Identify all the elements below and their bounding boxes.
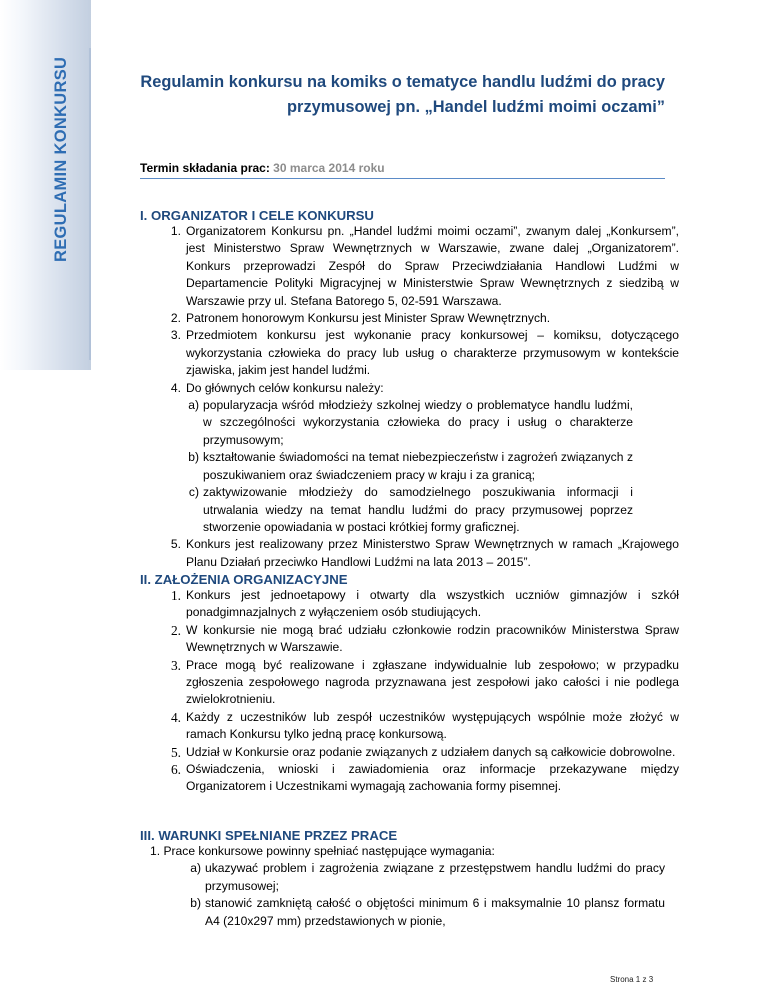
sub-item-text: popularyzacja wśród młodzieży szkolnej wiedzy o problematyce handlu ludźmi, w szczególności wykorzystania człowieka do pracy i usług o charakterze przymusowym; xyxy=(203,398,633,447)
item-text: W konkursie nie mogą brać udziału członkowie rodzin pracowników Ministerstwa Spraw Wewnętrznych w Warszawie. xyxy=(186,622,679,655)
sub-item xyxy=(185,397,633,449)
list-item xyxy=(162,709,679,744)
item-text: Organizatorem Konkursu pn. „Handel ludźmi moimi oczami”, zwanym dalej „Konkursem”, jest Ministerstwo Spraw Wewnętrznych w Warszawie, zwane dalej „Organizatorem”. Konkurs przeprowadzi Zespół do Spraw Przeciwdziałania Handlowi Ludźmi w Departamencie Polityki Migracyjnej w Ministerstwie Spraw Wewnętrznych z siedzibą w Warszawie przy ul. Stefana Batorego 5, 02-591 Warszawa. xyxy=(186,224,679,308)
item-text: Oświadczenia, wnioski i zawiadomienia oraz informacje przekazywane między Organizatorem i Uczestnikami wymagają zachowania formy pisemnej. xyxy=(186,762,679,794)
list-item: 1. Prace konkursowe powinny spełniać następujące wymagania: xyxy=(150,844,495,858)
list-item xyxy=(162,536,679,571)
item-text: Każdy z uczestników lub zespół uczestników występujących wspólnie może złożyć w ramach Konkursu tylko jedną pracę konkursową. xyxy=(186,709,679,742)
list-item xyxy=(162,310,679,327)
sidebar-vertical-label: REGULAMIN KONKURSU xyxy=(52,56,70,262)
sub-item-text: ukazywać problem i zagrożenia związane z przestępstwem handlu ludźmi do pracy przymusowej; xyxy=(205,861,665,893)
sub-item-text: zaktywizowanie młodzieży do samodzielnego poszukiwania informacji i utrwalania wiedzy na temat handlu ludźmi do pracy przymusowej poprzez stworzenie opowiadania w postaci krótkiej formy graficznej. xyxy=(203,485,633,534)
item-text: Do głównych celów konkursu należy: xyxy=(186,380,384,395)
sub-item-text: kształtowanie świadomości na temat niebezpieczeństw i zagrożeń związanych z poszukiwaniem oraz świadczeniem pracy w kraju i za granicą; xyxy=(203,450,633,482)
sidebar-band xyxy=(0,0,91,370)
list-item xyxy=(162,622,679,657)
item-number: 3. xyxy=(170,328,181,343)
sub-item-letter: c) xyxy=(188,485,199,500)
sub-item xyxy=(185,484,633,536)
section-list xyxy=(140,843,680,930)
sub-item xyxy=(187,860,665,895)
deadline-label: Termin składania prac: xyxy=(140,161,270,175)
document-title xyxy=(140,70,665,120)
item-number: 1. xyxy=(170,588,181,603)
sub-item xyxy=(187,895,665,930)
item-text: Patronem honorowym Konkursu jest Minister Spraw Wewnętrznych. xyxy=(186,311,551,326)
deadline-date: 30 marca 2014 roku xyxy=(273,161,385,175)
item-text: Udział w Konkursie oraz podanie związanych z udziałem danych są całkowicie dobrowolne. xyxy=(186,744,676,759)
item-text: Konkurs jest jednoetapowy i otwarty dla wszystkich uczniów gimnazjów i szkół ponadgimnazjalnych z wyłączeniem osób studiujących. xyxy=(186,588,679,620)
item-number: 5. xyxy=(170,744,181,760)
sub-item-letter: b) xyxy=(188,450,199,465)
sub-item-letter: a) xyxy=(188,398,199,413)
item-number: 1. xyxy=(170,224,181,238)
list-item xyxy=(162,327,679,379)
deadline-divider xyxy=(140,178,665,179)
list-item xyxy=(162,587,679,622)
item-text: Prace mogą być realizowane i zgłaszane indywidualnie lub zespołowo; w przypadku zgłoszenia zespołowego nagroda przyznawana jest zespołowi jako całości i nie podlega zwielokrotnieniu. xyxy=(186,657,679,707)
item-number: 5. xyxy=(170,537,181,552)
item-number: 2. xyxy=(170,622,181,638)
list-item xyxy=(162,744,679,761)
title-line-2: przymusowej pn. „Handel ludźmi moimi oczami” xyxy=(287,98,665,116)
list-item xyxy=(162,657,679,709)
list-item xyxy=(162,223,679,310)
section-heading: III. WARUNKI SPEŁNIANE PRZEZ PRACE xyxy=(140,828,398,843)
item-text: Przedmiotem konkursu jest wykonanie pracy konkursowej – komiksu, dotyczącego wykorzystania człowieka do pracy lub usług o charakterze przymusowym w kontekście zjawiska, jakim jest handel ludźmi. xyxy=(186,328,679,378)
list-item xyxy=(162,380,679,397)
section-organizational-assumptions xyxy=(140,572,680,796)
deadline-line xyxy=(140,161,385,175)
item-number: 4. xyxy=(170,380,181,395)
page-number: Strona 1 z 3 xyxy=(610,975,654,984)
item-text: Konkurs jest realizowany przez Ministerstwo Spraw Wewnętrznych w ramach „Krajowego Planu Działań przeciwko Handlowi Ludźmi na lata 2013 – 2015”. xyxy=(186,537,679,569)
sidebar-edge xyxy=(0,48,91,360)
section-heading: I. ORGANIZATOR I CELE KONKURSU xyxy=(140,208,374,223)
item-number: 4. xyxy=(170,709,181,725)
sub-item-letter: b) xyxy=(190,896,201,911)
list-item xyxy=(162,761,679,796)
item-number: 3. xyxy=(170,657,181,673)
section-heading: II. ZAŁOŻENIA ORGANIZACYJNE xyxy=(140,572,348,587)
section-organizer xyxy=(140,208,680,571)
section-list xyxy=(140,223,680,571)
section-list xyxy=(140,587,680,796)
title-line-1: Regulamin konkursu na komiks o tematyce handlu ludźmi do pracy xyxy=(140,73,665,91)
item-number: 2. xyxy=(170,311,181,326)
sub-item-letter: a) xyxy=(190,861,201,876)
section-work-requirements xyxy=(140,828,680,930)
item-number: 6. xyxy=(170,762,181,778)
sub-item xyxy=(185,449,633,484)
sub-item-text: stanowić zamkniętą całość o objętości minimum 6 i maksymalnie 10 plansz formatu A4 (210x297 mm) przedstawionych w pionie, xyxy=(205,896,665,928)
